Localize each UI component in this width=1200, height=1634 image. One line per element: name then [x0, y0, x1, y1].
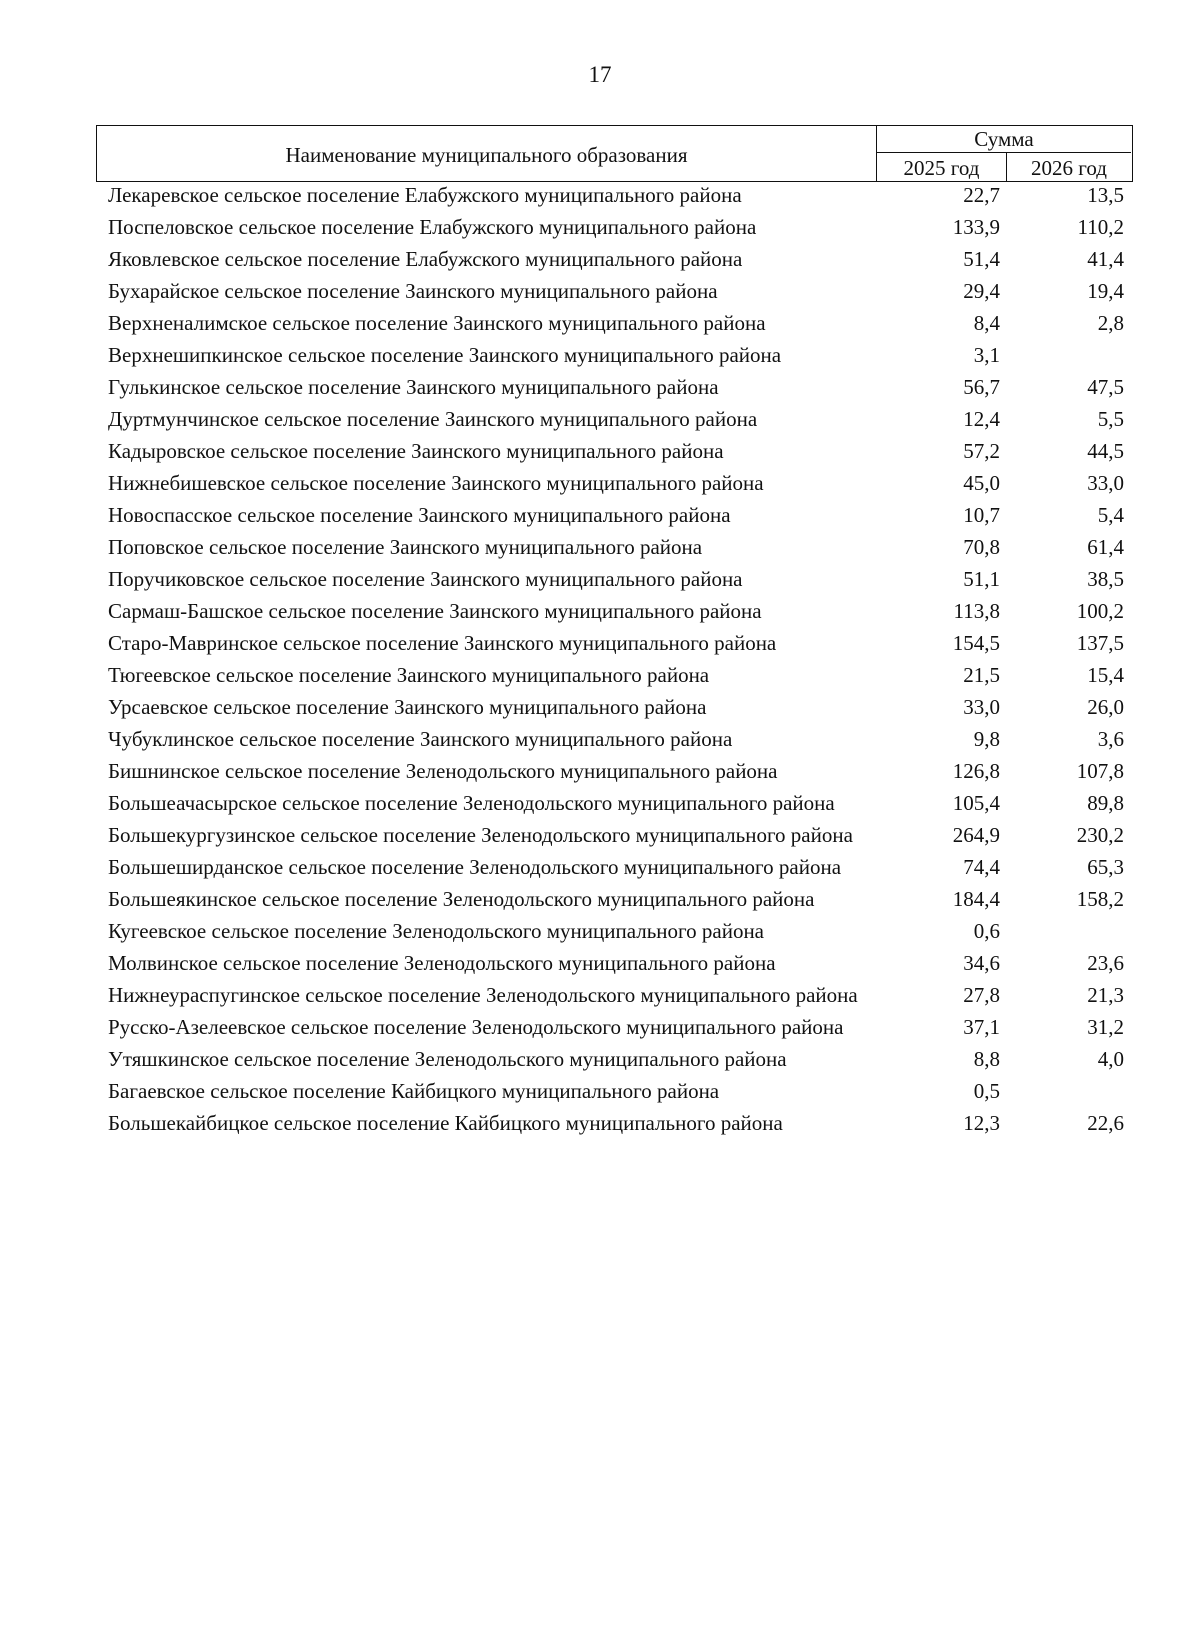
- row-value-2025: 0,6: [973, 919, 1000, 943]
- table-row: [0, 438, 1200, 465]
- row-value-2025: 8,8: [973, 1047, 1000, 1071]
- row-value-2026: 47,5: [1087, 375, 1124, 399]
- row-value-2026: 2,8: [1097, 311, 1124, 335]
- row-value-2025: 56,7: [963, 375, 1000, 399]
- row-name: Гулькинское сельское поселение Заинского муниципального района: [108, 375, 719, 399]
- row-name: Дуртмунчинское сельское поселение Заинского муниципального района: [108, 407, 758, 431]
- row-name: Кугеевское сельское поселение Зеленодольского муниципального района: [108, 919, 765, 943]
- row-value-2025: 45,0: [963, 471, 1000, 495]
- table-row: [0, 662, 1200, 689]
- row-value-2025: 10,7: [963, 503, 1000, 527]
- row-value-2025: 21,5: [963, 663, 1000, 687]
- row-name: Кадыровское сельское поселение Заинского муниципального района: [108, 439, 724, 463]
- row-value-2026: 13,5: [1087, 183, 1124, 207]
- table-row: [0, 822, 1200, 849]
- row-value-2026: 3,6: [1097, 727, 1124, 751]
- table-row: [0, 918, 1200, 945]
- row-name: Большеачасырское сельское поселение Зеленодольского муниципального района: [108, 791, 835, 815]
- table-row: [0, 790, 1200, 817]
- row-name: Верхненалимское сельское поселение Заинского муниципального района: [108, 311, 766, 335]
- row-value-2026: 5,5: [1097, 407, 1124, 431]
- row-name: Утяшкинское сельское поселение Зеленодольского муниципального района: [108, 1047, 787, 1071]
- row-value-2025: 12,3: [963, 1111, 1000, 1135]
- row-name: Русско-Азелеевское сельское поселение Зеленодольского муниципального района: [108, 1015, 844, 1039]
- row-value-2025: 264,9: [952, 823, 1000, 847]
- row-name: Верхнешипкинское сельское поселение Заинского муниципального района: [108, 343, 782, 367]
- row-value-2026: 15,4: [1087, 663, 1124, 687]
- table-row: [0, 310, 1200, 337]
- row-value-2025: 33,0: [963, 695, 1000, 719]
- table-row: [0, 502, 1200, 529]
- row-name: Большекайбицкое сельское поселение Кайбицкого муниципального района: [108, 1111, 783, 1135]
- row-name: Багаевское сельское поселение Кайбицкого муниципального района: [108, 1079, 720, 1103]
- row-value-2026: 137,5: [1076, 631, 1124, 655]
- table-row: [0, 598, 1200, 625]
- row-value-2025: 9,8: [973, 727, 1000, 751]
- row-value-2025: 184,4: [952, 887, 1000, 911]
- row-name: Поповское сельское поселение Заинского муниципального района: [108, 535, 703, 559]
- row-value-2026: 19,4: [1087, 279, 1124, 303]
- page-number: 17: [588, 62, 612, 87]
- row-value-2026: 23,6: [1087, 951, 1124, 975]
- table-row: [0, 1110, 1200, 1137]
- row-value-2026: 100,2: [1076, 599, 1124, 623]
- row-value-2025: 133,9: [952, 215, 1000, 239]
- table-row: [0, 950, 1200, 977]
- row-value-2026: 61,4: [1087, 535, 1124, 559]
- row-name: Бишнинское сельское поселение Зеленодольского муниципального района: [108, 759, 778, 783]
- table-header: [96, 125, 1133, 182]
- row-value-2026: 110,2: [1077, 215, 1124, 239]
- row-value-2025: 0,5: [973, 1079, 1000, 1103]
- row-value-2025: 27,8: [963, 983, 1000, 1007]
- row-value-2026: 158,2: [1076, 887, 1124, 911]
- row-value-2026: 31,2: [1087, 1015, 1124, 1039]
- row-value-2025: 37,1: [963, 1015, 1000, 1039]
- row-name: Нижнебишевское сельское поселение Заинского муниципального района: [108, 471, 764, 495]
- column-header-sum: Сумма: [877, 126, 1131, 153]
- row-value-2026: 26,0: [1087, 695, 1124, 719]
- row-value-2025: 12,4: [963, 407, 1000, 431]
- row-name: Тюгеевское сельское поселение Заинского муниципального района: [108, 663, 710, 687]
- table-row: [0, 694, 1200, 721]
- row-name: Старо-Мавринское сельское поселение Заинского муниципального района: [108, 631, 777, 655]
- row-value-2025: 29,4: [963, 279, 1000, 303]
- table-row: [0, 566, 1200, 593]
- row-name: Новоспасское сельское поселение Заинского муниципального района: [108, 503, 731, 527]
- table-row: [0, 182, 1200, 209]
- table-row: [0, 406, 1200, 433]
- row-value-2025: 3,1: [973, 343, 1000, 367]
- row-name: Поручиковское сельское поселение Заинского муниципального района: [108, 567, 743, 591]
- row-value-2026: 38,5: [1087, 567, 1124, 591]
- row-value-2026: 89,8: [1087, 791, 1124, 815]
- table-row: [0, 854, 1200, 881]
- table-row: [0, 726, 1200, 753]
- row-value-2026: 65,3: [1087, 855, 1124, 879]
- table-row: [0, 342, 1200, 369]
- row-name: Яковлевское сельское поселение Елабужского муниципального района: [108, 247, 743, 271]
- row-name: Лекаревское сельское поселение Елабужского муниципального района: [108, 183, 742, 207]
- row-name: Молвинское сельское поселение Зеленодольского муниципального района: [108, 951, 776, 975]
- row-value-2026: 21,3: [1087, 983, 1124, 1007]
- row-value-2025: 34,6: [963, 951, 1000, 975]
- row-value-2025: 113,8: [953, 599, 1000, 623]
- row-name: Нижнеураспугинское сельское поселение Зеленодольского муниципального района: [108, 983, 858, 1007]
- row-value-2025: 57,2: [963, 439, 1000, 463]
- column-header-2026: 2026 год: [1031, 156, 1107, 180]
- row-value-2025: 126,8: [952, 759, 1000, 783]
- row-value-2026: 44,5: [1087, 439, 1124, 463]
- row-value-2025: 8,4: [973, 311, 1000, 335]
- table-row: [0, 1078, 1200, 1105]
- row-value-2026: 107,8: [1076, 759, 1124, 783]
- column-header-2025: 2025 год: [877, 153, 1007, 181]
- row-value-2025: 74,4: [963, 855, 1000, 879]
- table-row: [0, 246, 1200, 273]
- row-value-2025: 154,5: [952, 631, 1000, 655]
- table-row: [0, 758, 1200, 785]
- row-value-2026: 41,4: [1087, 247, 1124, 271]
- row-value-2025: 51,4: [963, 247, 1000, 271]
- table-row: [0, 374, 1200, 401]
- table-row: [0, 1046, 1200, 1073]
- table-row: [0, 534, 1200, 561]
- table-row: [0, 470, 1200, 497]
- table-row: [0, 1014, 1200, 1041]
- table-row: [0, 982, 1200, 1009]
- row-name: Урсаевское сельское поселение Заинского муниципального района: [108, 695, 707, 719]
- row-value-2025: 51,1: [963, 567, 1000, 591]
- table-row: [0, 630, 1200, 657]
- row-name: Большекургузинское сельское поселение Зеленодольского муниципального района: [108, 823, 853, 847]
- row-value-2026: 33,0: [1087, 471, 1124, 495]
- row-value-2026: 5,4: [1097, 503, 1124, 527]
- row-value-2025: 70,8: [963, 535, 1000, 559]
- row-value-2026: 230,2: [1076, 823, 1124, 847]
- row-value-2025: 22,7: [963, 183, 1000, 207]
- row-name: Большеширданское сельское поселение Зеленодольского муниципального района: [108, 855, 842, 879]
- row-name: Чубуклинское сельское поселение Заинского муниципального района: [108, 727, 733, 751]
- row-value-2026: 22,6: [1087, 1111, 1124, 1135]
- row-value-2026: 4,0: [1097, 1047, 1124, 1071]
- row-name: Бухарайское сельское поселение Заинского муниципального района: [108, 279, 718, 303]
- table-row: [0, 214, 1200, 241]
- row-name: Сармаш-Башское сельское поселение Заинского муниципального района: [108, 599, 762, 623]
- column-header-name: Наименование муниципального образования: [97, 126, 877, 181]
- row-name: Поспеловское сельское поселение Елабужского муниципального района: [108, 215, 757, 239]
- table-row: [0, 886, 1200, 913]
- row-value-2025: 105,4: [952, 791, 1000, 815]
- row-name: Большеякинское сельское поселение Зеленодольского муниципального района: [108, 887, 815, 911]
- table-row: [0, 278, 1200, 305]
